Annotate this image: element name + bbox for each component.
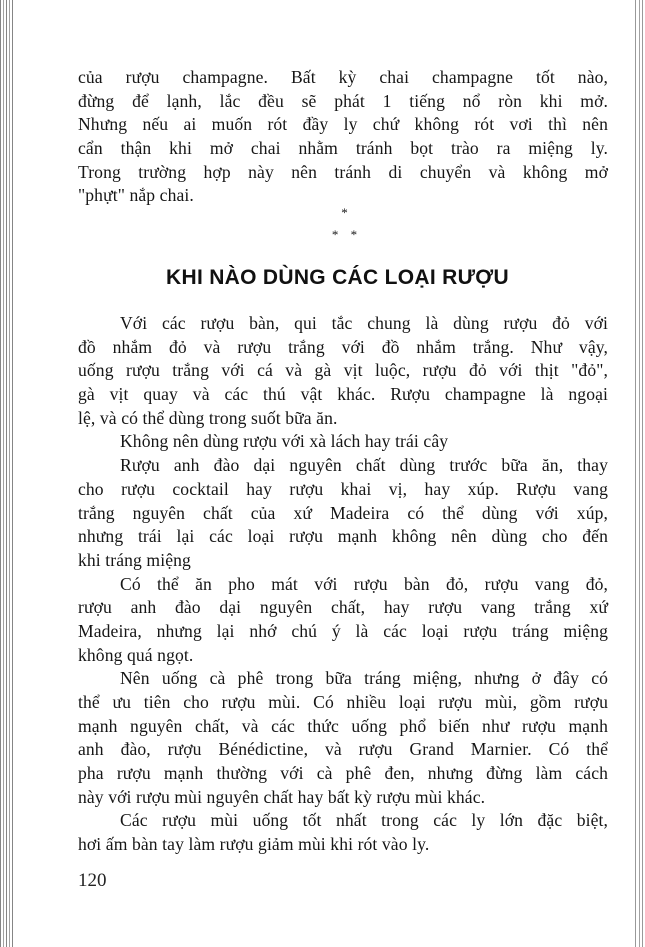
text-line: đừng để lạnh, lắc đều sẽ phát 1 tiếng nổ ròn khi mở. [78, 90, 608, 111]
text-line: không quá ngọt. [78, 644, 194, 665]
paragraph [78, 809, 608, 856]
text-line: cho rượu cocktail hay rượu khai vị, hay xúp. Rượu vang [78, 478, 608, 499]
text-line: cẩn thận khi mở chai nhằm tránh bọt trào ra miệng ly. [78, 138, 608, 159]
text-line: Nên uống cà phê trong bữa tráng miệng, nhưng ở đây có [120, 668, 608, 689]
section-heading: KHI NÀO DÙNG CÁC LOẠI RƯỢU [166, 266, 509, 289]
text-line: pha rượu mạnh thường với cà phê đen, nhưng đừng làm cách [78, 763, 608, 784]
text-line: đồ nhắm đỏ và rượu trắng với đồ nhắm trắng. Như vậy, [78, 336, 608, 357]
text-line: mạnh nguyên chất, và các thức uống phổ biến như rượu mạnh [78, 715, 608, 736]
intro-paragraph [78, 66, 608, 208]
text-line: hơi ấm bàn tay làm rượu giảm mùi khi rót vào ly. [78, 834, 430, 855]
text-line: anh đào, rượu Bénédictine, và rượu Grand Marnier. Có thể [78, 739, 608, 760]
text-line: của rượu champagne. Bất kỳ chai champagne tốt nào, [78, 67, 608, 87]
text-line: trắng nguyên chất của xứ Madeira có thể dùng với xúp, [78, 502, 608, 523]
text-line: Madeira, nhưng lại nhớ chú ý là các loại rượu tráng miệng [78, 620, 608, 641]
text-line: nhưng trái lại các loại rượu mạnh không nên dùng cho đến [78, 526, 608, 547]
section-separator-bottom: * * [331, 227, 358, 242]
paragraph [78, 667, 608, 809]
text-line: rượu anh đào dại nguyên chất, hay rượu vang trắng xứ [78, 597, 608, 618]
text-line: "phựt" nắp chai. [78, 185, 194, 206]
text-line: thể ưu tiên cho rượu mùi. Có nhiều loại rượu mùi, gồm rượu [78, 692, 608, 712]
text-line: này với rượu mùi nguyên chất hay bất kỳ rượu mùi khác. [78, 786, 486, 807]
text-line: uống rượu trắng với cá và gà vịt luộc, rượu đỏ với thịt "đỏ", [78, 360, 608, 381]
page-number: 120 [78, 870, 107, 891]
text-line: Không nên dùng rượu với xà lách hay trái cây [120, 431, 449, 452]
text-line: khi tráng miệng [78, 549, 191, 570]
text-line: Trong trường hợp này nên tránh di chuyển và không mở [78, 161, 608, 182]
text-line: Có thể ăn pho mát với rượu bàn đỏ, rượu vang đỏ, [120, 573, 608, 594]
text-line: lệ, và có thể dùng trong suốt bữa ăn. [78, 407, 338, 428]
scan-edge-left [0, 0, 14, 947]
text-line: Với các rượu bàn, qui tắc chung là dùng rượu đỏ với [120, 313, 608, 333]
text-line: Nhưng nếu ai muốn rót đầy ly chứ không rót vơi thì nên [78, 114, 608, 135]
text-line: gà vịt quay và các thú vật khác. Rượu champagne là ngoại [78, 384, 608, 405]
paragraph [78, 454, 608, 572]
scan-edge-right [633, 0, 645, 947]
main-text [78, 312, 608, 857]
text-line: Rượu anh đào dại nguyên chất dùng trước bữa ăn, thay [120, 455, 608, 476]
text-line: Các rượu mùi uống tốt nhất trong các ly lớn đặc biệt, [120, 810, 608, 831]
paragraph [78, 430, 608, 454]
section-separator-top: * [341, 205, 348, 220]
paragraph [78, 312, 608, 430]
paragraph [78, 573, 608, 668]
